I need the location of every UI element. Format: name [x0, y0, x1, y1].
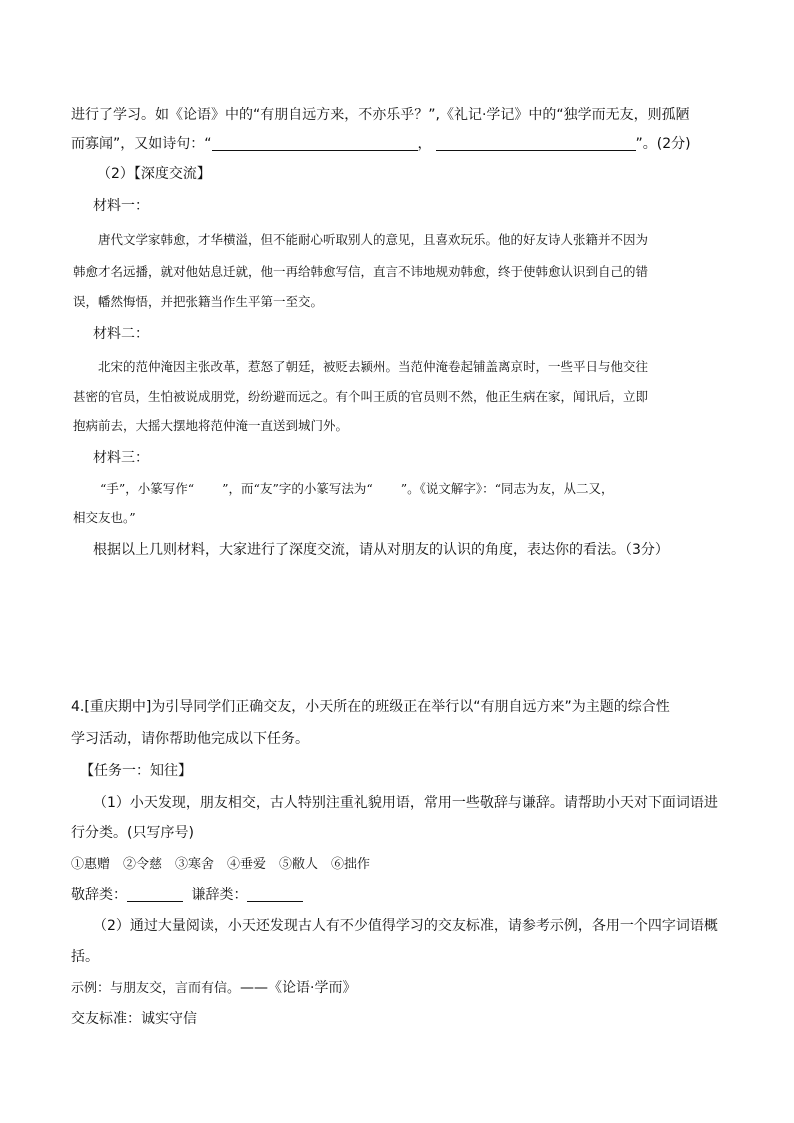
- humble-answer-blank[interactable]: [247, 887, 303, 902]
- text-segment: “手”，小篆写作“: [100, 481, 195, 496]
- material-text: 抱病前去，大摇大摆地将范仲淹一直送到城门外。: [73, 418, 349, 433]
- example-quote: 示例：与朋友交，言而有信。: [71, 981, 241, 996]
- paragraph-line: 进行了学习。如《论语》中的“有朋自远方来，不亦乐乎？”,《礼记·学记》中的“独学而无友，则孤陋: [71, 107, 690, 123]
- text-segment: ”，而“友”字的小篆写法为“: [222, 481, 373, 496]
- material-label: 材料一：: [93, 198, 149, 214]
- subquestion-heading: （2）【深度交流】: [97, 166, 211, 182]
- subquestion-text: （2）通过大量阅读，小天还发现古人有不少值得学习的交友标准，请参考示例，各用一个四字词语概: [93, 918, 718, 934]
- material-label: 材料二：: [93, 326, 149, 342]
- honorific-label: 敬辞类：: [71, 887, 127, 903]
- material-text: 相交友也。”: [73, 510, 136, 525]
- text-segment: ，: [417, 136, 432, 152]
- subquestion-text: 行分类。(只写序号): [71, 825, 194, 841]
- question-stem: 4.[重庆期中]为引导同学们正确交友，小天所在的班级正在举行以“有朋自远方来”为主题的综合性: [71, 699, 670, 715]
- text-segment: 而寡闻”，又如诗句：“: [71, 136, 212, 152]
- word-options: ①惠赠 ②令慈 ③寒舍 ④垂爱 ⑤敝人 ⑥拙作: [71, 857, 371, 872]
- question-stem: 学习活动，请你帮助他完成以下任务。: [71, 731, 309, 747]
- answer-blank[interactable]: [212, 136, 418, 151]
- example-source: ——《论语·学而》: [240, 980, 357, 996]
- honorific-answer-blank[interactable]: [127, 887, 183, 902]
- material-label: 材料三：: [93, 450, 149, 466]
- text-segment: ”。(2分): [635, 136, 691, 152]
- answer-blank[interactable]: [436, 136, 636, 151]
- example-line: [71, 977, 356, 997]
- answer-row: [71, 884, 303, 904]
- material-text: 韩愈才名远播，就对他姑息迁就，他一再给韩愈写信，直言不讳地规劝韩愈，终于使韩愈认识到自己的错: [73, 264, 649, 279]
- question-prompt: 根据以上几则材料，大家进行了深度交流，请从对朋友的认识的角度，表达你的看法。（3分）: [93, 542, 669, 558]
- task-heading: 【任务一：知往】: [80, 763, 192, 779]
- material-text: 误，幡然悔悟，并把张籍当作生平第一至交。: [73, 294, 324, 309]
- material-text: [100, 479, 614, 497]
- text-segment: ”。《说文解字》：“同志为友，从二又，: [400, 481, 614, 496]
- material-text: 北宋的范仲淹因主张改革，惹怒了朝廷，被贬去颍州。当范仲淹卷起铺盖离京时，一些平日与他交往: [98, 359, 649, 374]
- material-text: 唐代文学家韩愈，才华横溢，但不能耐心听取别人的意见，且喜欢玩乐。他的好友诗人张籍并不因为: [98, 232, 649, 247]
- material-text: 甚密的官员，生怕被说成朋党，纷纷避而远之。有个叫王质的官员则不然，他正生病在家，闻讯后，立即: [73, 389, 649, 404]
- paragraph-line: [71, 133, 691, 153]
- subquestion-text: 括。: [71, 949, 99, 965]
- example-standard: 交友标准：诚实守信: [71, 1011, 197, 1027]
- humble-label: 谦辞类：: [191, 887, 248, 903]
- subquestion-text: （1）小天发现，朋友相交，古人特别注重礼貌用语，常用一些敬辞与谦辞。请帮助小天对下面词语进: [93, 795, 718, 811]
